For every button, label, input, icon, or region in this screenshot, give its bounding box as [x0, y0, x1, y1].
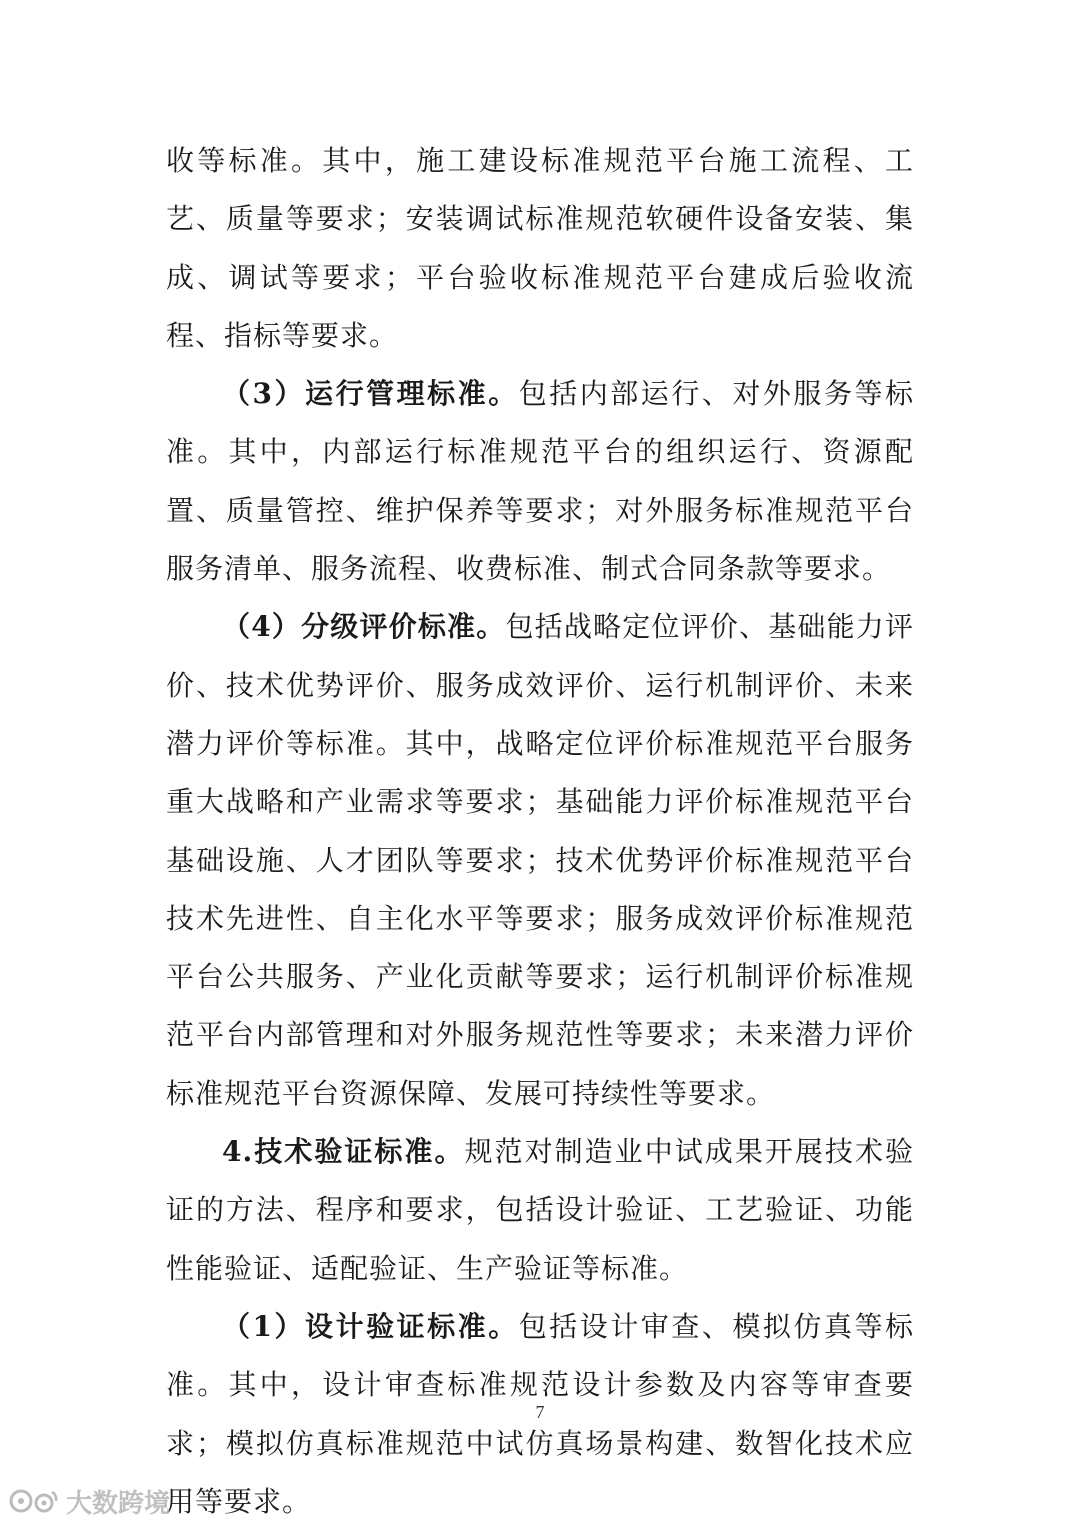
paragraph-2-lead: （3）运行管理标准。: [222, 377, 519, 411]
paragraph-4-lead: 4.技术验证标准。: [222, 1135, 465, 1169]
paragraph-2-text: 包括内部运行、对外服务等标准。其中，内部运行标准规范平台的组织运行、资源配置、质量管控、维护保养等要求；对外服务标准规范平台服务清单、服务流程、收费标准、制式合同条款等要求。: [166, 377, 914, 586]
watermark: [6, 1484, 170, 1518]
paragraph-1-text: 收等标准。其中，施工建设标准规范平台施工流程、工艺、质量等要求；安装调试标准规范软硬件设备安装、集成、调试等要求；平台验收标准规范平台建成后验收流程、指标等要求。: [166, 144, 914, 352]
weibo-logo-icon: [6, 1486, 62, 1516]
page-number: 7: [535, 1402, 545, 1422]
paragraph-1: [166, 132, 914, 365]
paragraph-3-lead: （4）分级评价标准。: [222, 610, 506, 644]
watermark-text: 大数跨境: [66, 1488, 171, 1519]
paragraph-2: [166, 365, 914, 598]
paragraph-4-text: 规范对制造业中试成果开展技术验证的方法、程序和要求，包括设计验证、工艺验证、功能性能验证、适配验证、生产验证等标准。: [166, 1135, 914, 1285]
paragraph-5-lead: （1）设计验证标准。: [222, 1309, 519, 1343]
paragraph-3-text: 包括战略定位评价、基础能力评价、技术优势评价、服务成效评价、运行机制评价、未来潜力评价等标准。其中，战略定位评价标准规范平台服务重大战略和产业需求等要求；基础能力评价标准规范平台基础设施、人才团队等要求；技术优势评价标准规范平台技术先进性、自主化水平等要求；服务成效评价标准规范平台公共服务、产业化贡献等要求；运行机制评价标准规范平台内部管理和对外服务规范性等要求；未来潜力评价标准规范平台资源保障、发展可持续性等要求。: [166, 610, 914, 1110]
paragraph-5-text: 包括设计审查、模拟仿真等标准。其中，设计审查标准规范设计参数及内容等审查要求；模拟仿真标准规范中试仿真场景构建、数智化技术应用等要求。: [166, 1309, 914, 1518]
paragraph-3: [166, 598, 914, 1123]
document-body: [166, 132, 914, 1531]
paragraph-4: [166, 1123, 914, 1298]
